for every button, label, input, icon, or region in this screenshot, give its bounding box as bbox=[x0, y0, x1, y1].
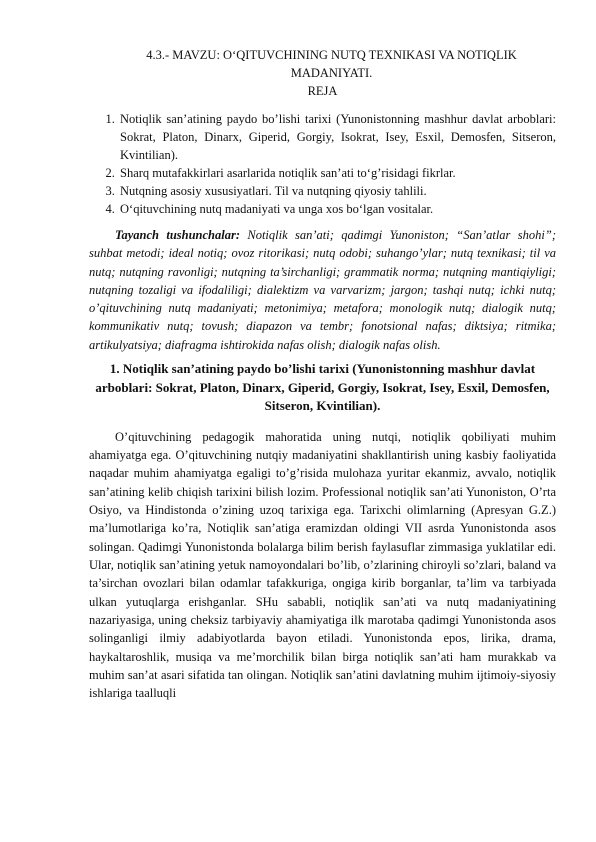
topic-title-line1: 4.3.- MAVZU: O‘QITUVCHINING NUTQ TEXNIKASI VA NOTIQLIK bbox=[146, 48, 517, 62]
plan-item: 4. O‘qituvchining nutq madaniyati va unga xos bo‘lgan vositalar. bbox=[118, 200, 556, 218]
section-heading: 1. Notiqlik san’atining paydo bo’lishi tarixi (Yunonistonning mashhur davlat arboblari: Sokrat, Platon, Dinarx, Giperid, Gorgiy, Isokrat, Isey, Esxil, Demosfen, Sitseron, Kvintilian). bbox=[95, 361, 550, 414]
plan-item: 1. Notiqlik san’atining paydo bo’lishi tarixi (Yunonistonning mashhur davlat arboblari: Sokrat, Platon, Dinarx, Giperid, Gorgiy, Isokrat, Isey, Esxil, Demosfen, Sitseron, Kvintilian). bbox=[118, 110, 556, 164]
key-concepts-label: Tayanch tushunchalar: bbox=[115, 228, 240, 242]
topic-title-line2: MADANIYATI. bbox=[290, 66, 373, 80]
plan-item: 2. Sharq mutafakkirlari asarlarida notiqlik san’ati to‘g’risidagi fikrlar. bbox=[118, 164, 556, 182]
key-concepts-paragraph bbox=[89, 226, 556, 354]
plan-list bbox=[89, 110, 556, 218]
plan-heading: REJA bbox=[307, 84, 338, 98]
key-concepts-text: Notiqlik san’ati; qadimgi Yunoniston; “San’atlar shohi”; suhbat metodi; ideal notiq; ovoz ritorikasi; nutq odobi; suhango’ylar; nutq texnikasi; til va nutq; nutqning ravonligi; nutqning ta’sirchanligi; grammatik norma; nutqning mantiqiyligi; nutqning tozaligi va ifodaliligi; dialektizm va varvarizm; jargon; tashqi nutq; ichki nutq; o’qituvchining nutq madaniyati; metonimiya; metafora; monologik nutq; dialogik nutq; kommunikativ nutq; tovush; diapazon va tembr; fonotsional nafas; diktsiya; ritmika; artikulyatsiya; diafragma ishtirokida nafas olish; dialogik nafas olish. bbox=[89, 228, 556, 352]
section-body-paragraph: O’qituvchining pedagogik mahoratida uning nutqi, notiqlik qobiliyati muhim ahamiyatga ega. O’qituvchining nutqiy madaniyatini shakllantirish uning kasbiy faoliyatida naqadar muhim ahamiyatga egaligi to’g’risida mulohaza yuritar ekanmiz, avvalo, notiqlik san’atining kelib chiqish tarixini bilish lozim. Professional notiqlik san’ati Yunoniston, O’rta Osiyo, va Hindistonda o’zining uzoq tarixiga ega. Tarixchi olimlarning (Apresyan G.Z.) ma’lumotlariga ko’ra, Notiqlik san’atiga eramizdan oldingi VII asrda Yunonistonda asos solingan. Qadimgi Yunonistonda bolalarga bilim berish faylasuflar zimmasiga yuklatilar edi. Ular, notiqlik san’atining yetuk namoyondalari bo’lib, o’zlarining chiroyli so’zlari, baland va ta’sirchan ovozlari bilan odamlar tafakkuriga, ongiga kirib borganlar, ta’lim va tarbiyada ulkan yutuqlarga erishganlar. SHu sababli, notiqlik san’ati va nutq madaniyatining nazariyasiga, uning cheksiz tarbiyaviy ahamiyatiga ilk marotaba qadimgi Yunonistonda asos solinganligi ilmiy adabiyotlarda bayon etiladi. Yunonistonda epos, lirika, drama, haykaltaroshlik, musiqa va me’morchilik bilan birga notiqlik san’ati ham murakkab va muhim san’at asari sifatida tan olingan. Notiqlik san’atini davlatning muhim ijtimoiy-siyosiy ishlariga taalluqli bbox=[89, 429, 556, 701]
document-page bbox=[89, 46, 556, 703]
plan-item: 3. Nutqning asosiy xususiyatlari. Til va nutqning qiyosiy tahlili. bbox=[118, 182, 556, 200]
topic-title bbox=[107, 46, 556, 82]
